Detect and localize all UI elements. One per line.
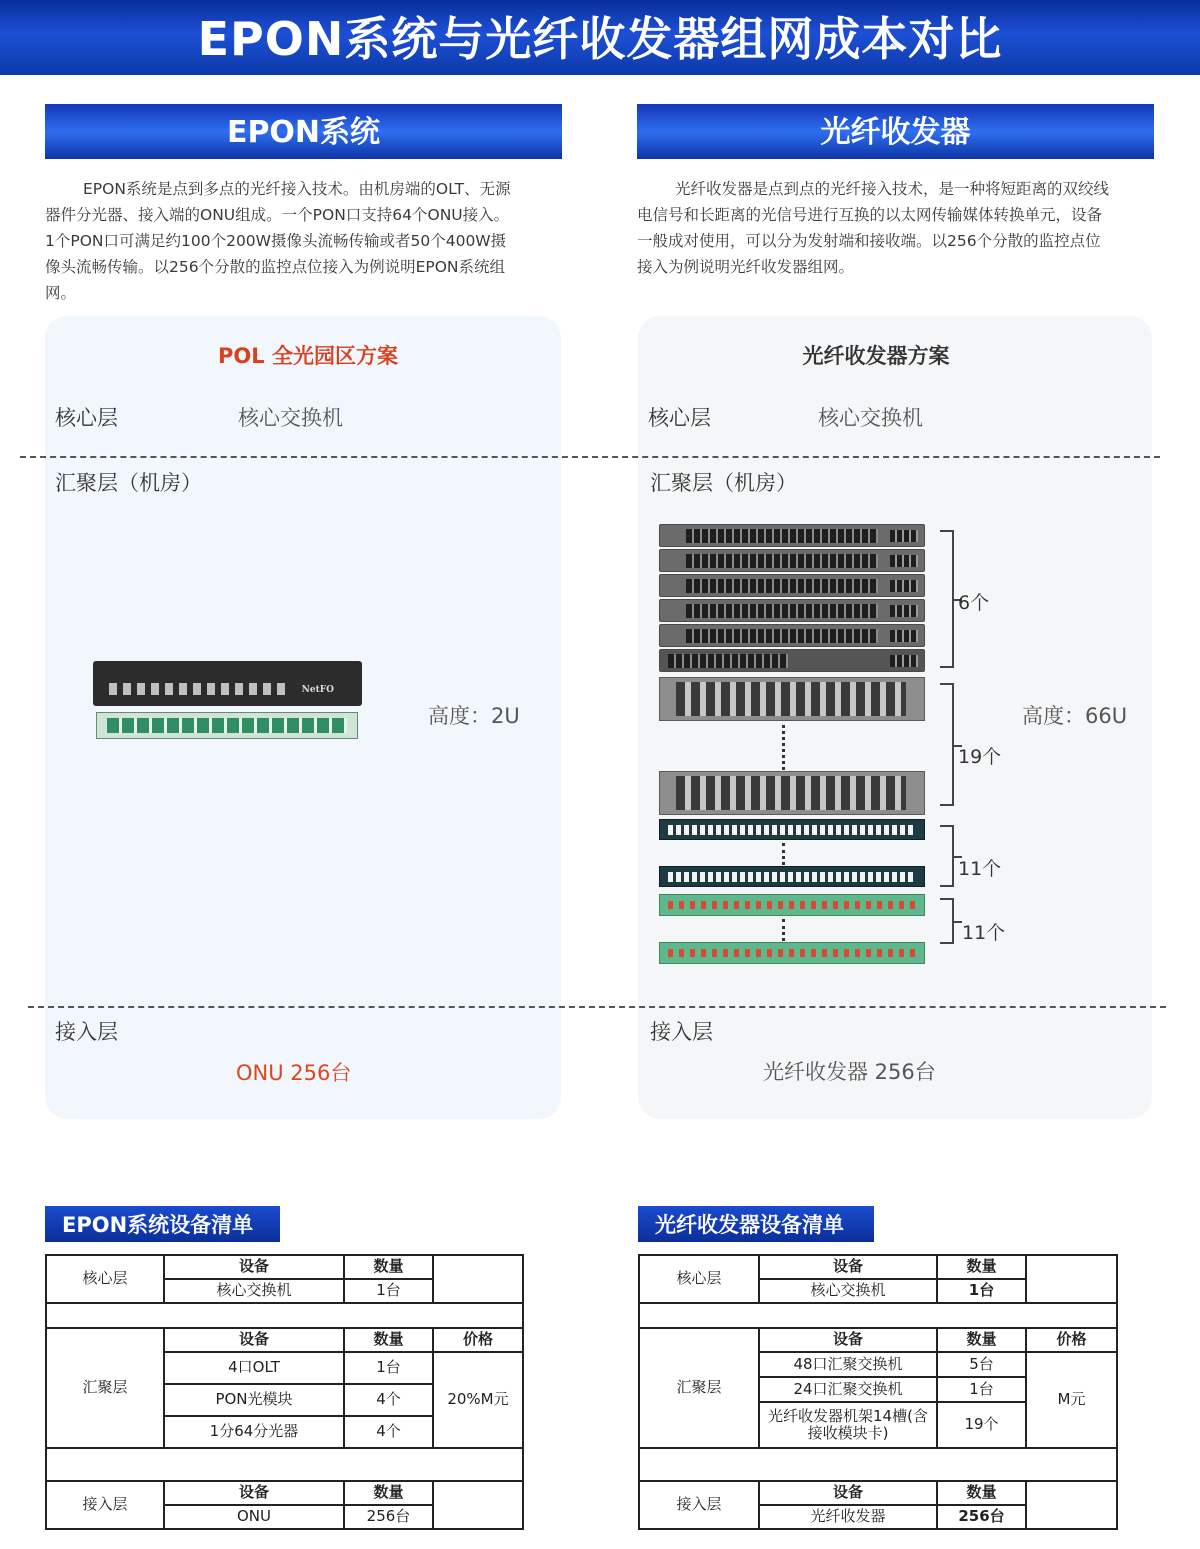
- price-cell: 20%M元: [433, 1352, 523, 1448]
- brace-label-switches: 6个: [958, 592, 990, 614]
- device-cell: 光纤收发器机架14槽(含接收模块卡): [759, 1402, 937, 1448]
- transceiver-heading: 光纤收发器: [637, 104, 1154, 159]
- epon-agg-layer: 汇聚层（机房）: [55, 471, 202, 495]
- switch-48-unit: [659, 624, 925, 647]
- switch-48-unit: [659, 549, 925, 572]
- device-cell: 1分64分光器: [164, 1416, 344, 1448]
- core-layer-cell: 核心层: [46, 1255, 164, 1303]
- device-cell: 48口汇聚交换机: [759, 1352, 937, 1377]
- transceiver-access-layer: 接入层: [650, 1020, 713, 1044]
- header-qty: 数量: [937, 1255, 1026, 1279]
- brace-label-patch: 11个: [958, 858, 1002, 880]
- epon-panel-title: POL 全光园区方案: [218, 344, 398, 368]
- epon-list-title: EPON系统设备清单: [45, 1206, 280, 1242]
- qty-cell: 1台: [344, 1352, 433, 1384]
- header-device: 设备: [759, 1255, 937, 1279]
- epon-intro: EPON系统是点到多点的光纤接入技术。由机房端的OLT、无源器件分光器、接入端的ONU组成。一个PON口支持64个ONU接入。1个PON口可满足约100个200W摄像头流畅传输或者50个400W摄像头流畅传输。以256个分散的监控点位接入为例说明EPON系统组网。: [45, 180, 511, 302]
- header-device: 设备: [164, 1481, 344, 1505]
- brace-patch: [940, 825, 954, 887]
- transceiver-core-layer: 核心层: [648, 406, 711, 430]
- device-cell: ONU: [164, 1505, 344, 1529]
- core-agg-divider: [20, 456, 1160, 458]
- page-title: EPON系统与光纤收发器组网成本对比: [0, 0, 1200, 75]
- qty-cell: 19个: [937, 1402, 1026, 1448]
- qty-cell: 4个: [344, 1384, 433, 1416]
- epon-access-layer: 接入层: [55, 1020, 118, 1044]
- olt-device-image: [93, 661, 362, 706]
- transceiver-list-title: 光纤收发器设备清单: [638, 1206, 874, 1242]
- brace-chassis: [940, 683, 954, 806]
- agg-access-divider: [28, 1006, 1166, 1008]
- qty-cell: 4个: [344, 1416, 433, 1448]
- epon-heading: EPON系统: [45, 104, 562, 159]
- header-qty: 数量: [937, 1481, 1026, 1505]
- qty-cell: 256台: [937, 1505, 1026, 1529]
- qty-cell: 1台: [937, 1279, 1026, 1303]
- access-layer-cell: 接入层: [46, 1481, 164, 1529]
- agg-layer-cell: 汇聚层: [639, 1328, 759, 1448]
- odf-panel: [659, 894, 925, 916]
- device-cell: 4口OLT: [164, 1352, 344, 1384]
- transceiver-intro: 光纤收发器是点到点的光纤接入技术，是一种将短距离的双绞线电信号和长距离的光信号进行互换的以太网传输媒体转换单元，设备一般成对使用，可以分为发射端和接收端。以256个分散的监控点位接入为例说明光纤收发器组网。: [637, 180, 1110, 276]
- header-price: 价格: [433, 1328, 523, 1352]
- core-layer-cell: 核心层: [639, 1255, 759, 1303]
- epon-core-device: 核心交换机: [238, 406, 343, 430]
- agg-layer-cell: 汇聚层: [46, 1328, 164, 1448]
- epon-equipment-table: [45, 1254, 524, 1530]
- transceiver-agg-layer: 汇聚层（机房）: [650, 471, 797, 495]
- device-cell: PON光模块: [164, 1384, 344, 1416]
- access-layer-cell: 接入层: [639, 1481, 759, 1529]
- olt-ports: [109, 683, 289, 695]
- header-qty: 数量: [937, 1328, 1026, 1352]
- epon-height: 高度：2U: [428, 704, 520, 728]
- header-device: 设备: [164, 1255, 344, 1279]
- transceiver-height: 高度：66U: [1022, 704, 1128, 728]
- odf-panel: [659, 942, 925, 964]
- qty-cell: 256台: [344, 1505, 433, 1529]
- header-qty: 数量: [344, 1481, 433, 1505]
- splitter-image: [96, 712, 358, 739]
- brace-label-chassis: 19个: [958, 746, 1002, 768]
- device-cell: 光纤收发器: [759, 1505, 937, 1529]
- device-cell: 核心交换机: [759, 1279, 937, 1303]
- device-logo: NetFO: [301, 685, 334, 695]
- patch-panel: [659, 866, 925, 887]
- transceiver-access-device: 光纤收发器 256台: [763, 1060, 936, 1084]
- transceiver-equipment-table: [638, 1254, 1118, 1530]
- device-cell: 24口汇聚交换机: [759, 1377, 937, 1402]
- header-qty: 数量: [344, 1328, 433, 1352]
- transceiver-core-device: 核心交换机: [818, 406, 923, 430]
- brace-label-odf: 11个: [962, 922, 1006, 944]
- switch-48-unit: [659, 524, 925, 547]
- qty-cell: 5台: [937, 1352, 1026, 1377]
- epon-access-device: ONU 256台: [236, 1061, 352, 1085]
- brace-switches: [940, 530, 954, 668]
- patch-panel: [659, 819, 925, 840]
- switch-48-unit: [659, 574, 925, 597]
- switch-24-unit: [659, 649, 925, 672]
- ellipsis-dots: [782, 725, 785, 770]
- ellipsis-dots: [782, 843, 785, 865]
- ellipsis-dots: [782, 919, 785, 941]
- transceiver-chassis: [659, 677, 925, 721]
- switch-48-unit: [659, 599, 925, 622]
- transceiver-chassis: [659, 771, 925, 815]
- qty-cell: 1台: [937, 1377, 1026, 1402]
- qty-cell: 1台: [344, 1279, 433, 1303]
- transceiver-panel-title: 光纤收发器方案: [802, 344, 950, 368]
- device-cell: 核心交换机: [164, 1279, 344, 1303]
- header-device: 设备: [164, 1328, 344, 1352]
- price-cell: M元: [1026, 1352, 1117, 1448]
- header-qty: 数量: [344, 1255, 433, 1279]
- header-price: 价格: [1026, 1328, 1117, 1352]
- header-device: 设备: [759, 1328, 937, 1352]
- epon-core-layer: 核心层: [55, 406, 118, 430]
- brace-odf: [940, 898, 954, 944]
- header-device: 设备: [759, 1481, 937, 1505]
